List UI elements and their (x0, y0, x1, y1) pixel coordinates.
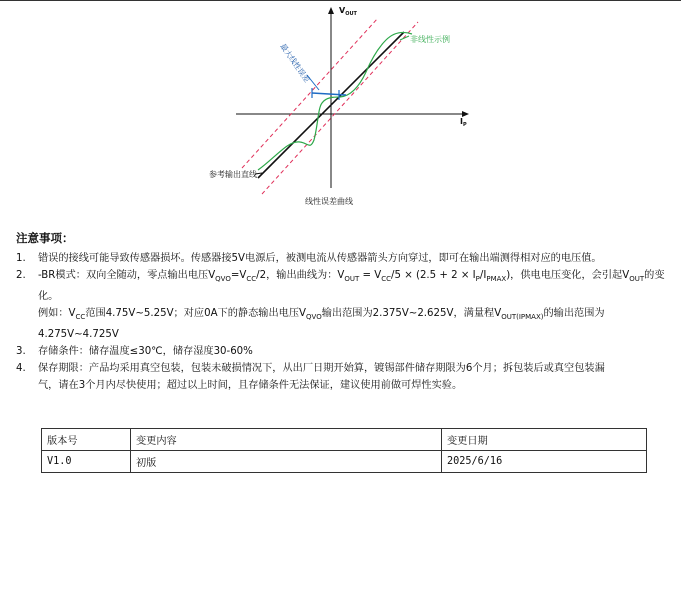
header-change: 变更内容 (131, 429, 442, 451)
note-number: 4. (16, 363, 26, 375)
cell-change: 初版 (131, 451, 442, 473)
table-row (42, 451, 647, 473)
note-example: 例如：$V_{CC}$范围4.75V~5.25V；对应0A下的静态输出电压$V_{QVO}$输出范围为2.375V~2.625V，满量程$V_{OUT(IPMAX)}$的输出范围为 4.275V~4.725V (38, 308, 605, 341)
note-number: 2. (16, 270, 26, 281)
note-text: 错误的接线可能导致传感器损坏。传感器接5V电源后，被测电流从传感器箭头方向穿过，即可在输出端测得相对应的电压值。 (38, 253, 602, 264)
y-axis-arrow (328, 7, 334, 14)
table-header-row (42, 429, 647, 451)
linearity-curve-label: 线性误差曲线 (305, 197, 353, 206)
notes-section (16, 230, 671, 394)
linearity-diagram (0, 0, 681, 225)
header-date: 变更日期 (442, 429, 647, 451)
notes-heading: 注意事项： (16, 231, 74, 245)
max-error-marker (312, 93, 346, 95)
note-item-3 (16, 343, 671, 360)
note-text: 保存期限：产品均采用真空包装，包装未破损情况下，从出厂日期开始算，镀锡部件储存期限为6个月；拆包装后或真空包装漏 (38, 363, 605, 375)
max-linearity-error-label: 最大线性误差 (278, 41, 312, 85)
note-number: 3. (16, 346, 26, 358)
note-text: -BR模式：双向全随动，零点输出电压$V_{QVO}=V_{CC}/2$，输出曲线为：$V_{OUT} = V_{CC}/5 \times (2.5 + 2 \times I_P/I_{PMAX})$，供电电压变化，会引起$V_{OUT}$的变化。 (38, 270, 665, 303)
x-axis-label: $I_P$ (460, 117, 467, 128)
note-item-4 (16, 360, 671, 394)
note-text: 存储条件：储存温度≤30℃，储存湿度30-60% (38, 346, 253, 358)
cell-version: V1.0 (42, 451, 131, 473)
revision-table (41, 428, 647, 473)
y-axis-label: $V_{OUT}$ (339, 6, 357, 17)
note-item-1 (16, 250, 671, 267)
x-axis-arrow (462, 111, 469, 117)
note-number: 1. (16, 253, 26, 264)
note-item-2 (16, 267, 671, 305)
reference-line-label: 参考输出直线 (209, 170, 257, 179)
nonlinear-example-label: 非线性示例 (410, 35, 450, 44)
cell-date: 2025/6/16 (442, 451, 647, 473)
header-version: 版本号 (42, 429, 131, 451)
note-text: 气，请在3个月内尽快使用；超过以上时间，且存储条件无法保证，建议使用前做可焊性实验。 (38, 380, 463, 392)
